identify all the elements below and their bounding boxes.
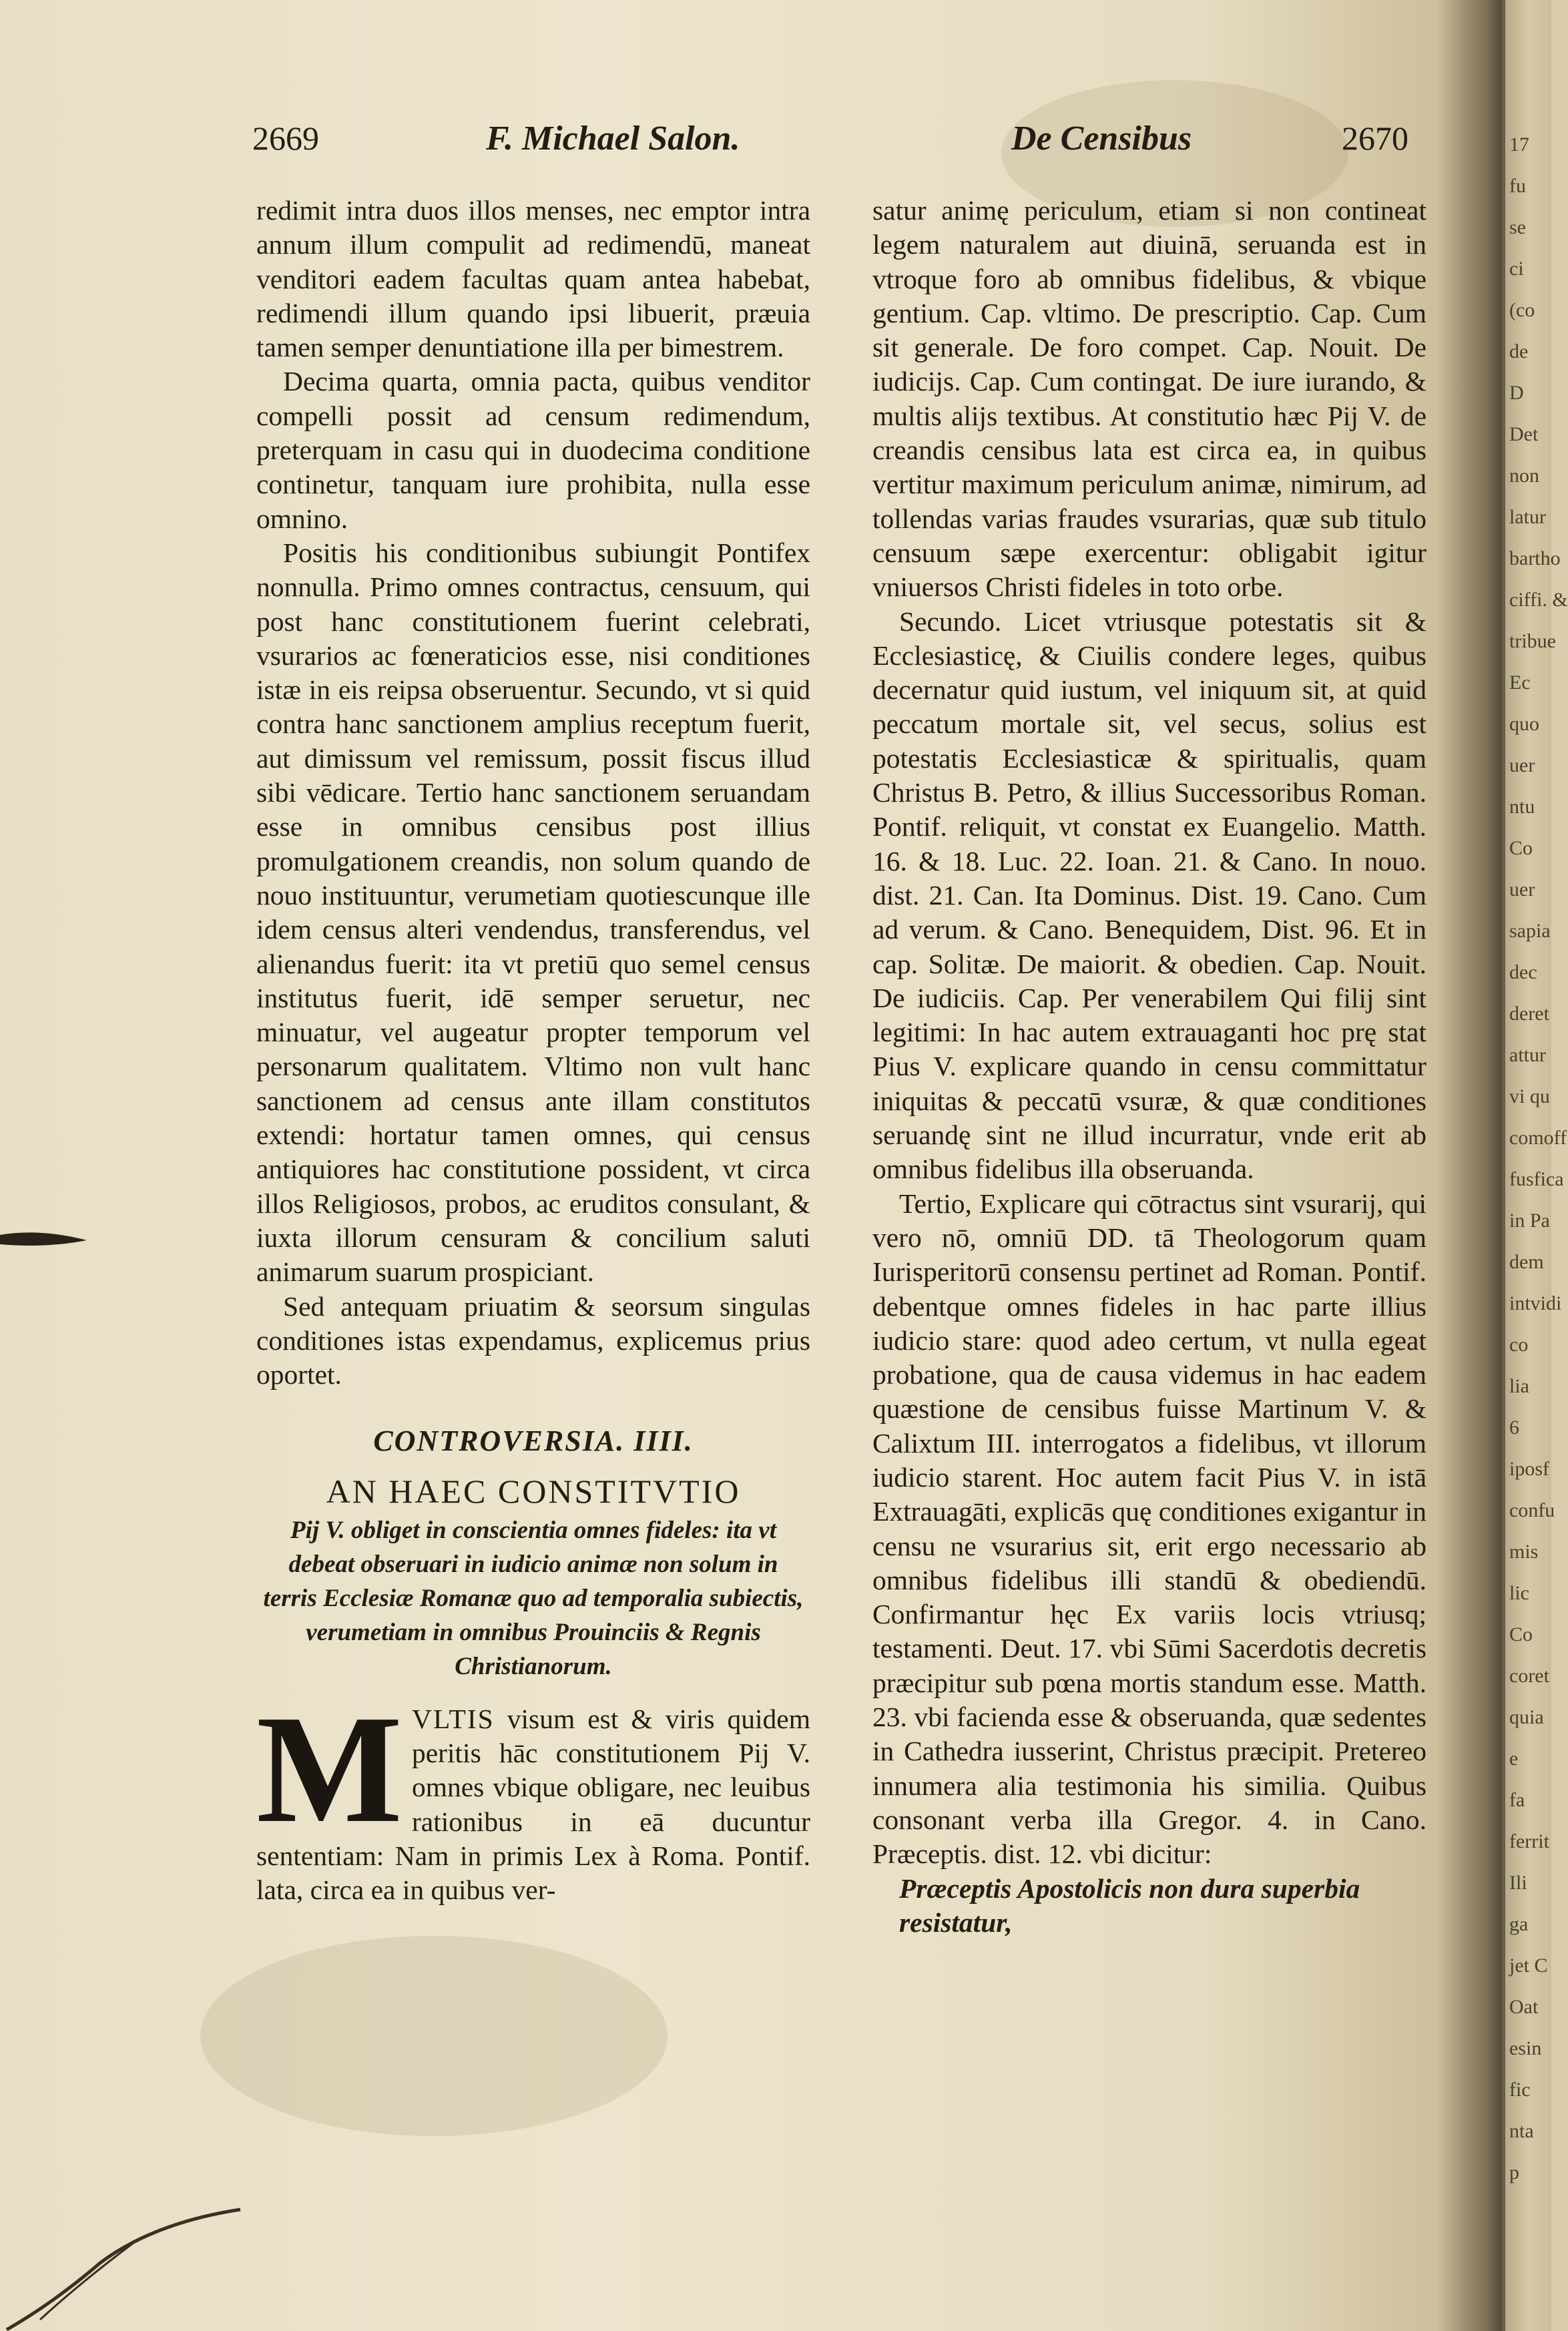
right-column [872,194,1426,1940]
controversia-heading: CONTROVERSIA. IIII. [373,1424,694,1458]
question-text: Pij V. obliget in conscientia omnes fideles: ita vt debeat obseruari in iudicio animæ non solum in terris Ecclesiæ Romanæ quo ad temporalia subiectis, verumetiam in omnibus Prouinciis & Regnis Christianorum. [263,1516,804,1680]
margin-fragment: dem [1509,1251,1544,1273]
margin-fragment: ga [1509,1913,1529,1935]
margin-fragment: vi qu [1509,1085,1550,1107]
margin-fragment: confu [1509,1499,1555,1521]
margin-fragment: ferrit [1509,1830,1549,1852]
margin-fragment: nta [1509,2120,1534,2142]
paragraph: Tertio, Explicare qui cōtractus sint vsurarij, qui vero nō, omniū DD. tā Theologorum quam Iurisperitorū consensu pertinet ad Roman. Pontif. debentque omnes fideles in hac parte illius iudicio stare: quod adeo certum, vt nulla egeat probatione, qua de causa videmus in hac eadem quæstione de censibus fuisse Martinum V. & Calixtum III. interrogatos a fidelibus, vt illorum iudicio starent. Hoc autem facit Pius V. in istā Extrauagāti, explicās quę conditiones exigantur in censu ne vsurarius sit, erit ergo necessario ab omnibus fidelibus illi standū & obediendū. Confirmantur hęc Ex variis locis vtriusq; testamenti. Deut. 17. vbi Sūmi Sacerdotis decretis præcipitur sub pœna mortis standum esse. Matth. 23. vbi facienda esse & obseruanda, quæ sedentes in Cathedra iusserint, Christus præcipit. Pretereo innumera alia testimonia his similia. Quibus consonant verba illa Gregor. 4. in Cano. Præceptis. dist. 12. vbi dicitur: [872,1188,1426,1870]
folio-left: 2669 [252,119,319,157]
paper-stain [200,1936,668,2136]
margin-fragment: in Pa [1509,1210,1550,1232]
paragraph: Decima quarta, omnia pacta, quibus venditor compelli possit ad censum redimendum, preterquam in casu qui in duodecima conditione continetur, tanquam iure prohibita, nulla esse omnino. [256,366,810,534]
drop-cap: M [256,1683,403,1855]
opening-paragraph [256,1683,810,1908]
running-head-right: De Censibus [1011,119,1192,158]
margin-fragment: Ili [1509,1872,1527,1894]
margin-fragment: 6 [1509,1416,1519,1439]
adjacent-page-edge [1505,0,1568,2331]
margin-fragment: fusfica [1509,1168,1564,1190]
pen-stroke-icon [0,2203,267,2331]
question-heading: AN HAEC CONSTITVTIO [326,1472,741,1510]
margin-fragment: Ec [1509,672,1531,694]
margin-fragment: D [1509,382,1524,404]
margin-fragment: non [1509,465,1539,487]
quotation: Præceptis Apostolicis non dura superbia resistatur, [899,1872,1360,1938]
paragraph: Positis his conditionibus subiungit Pontifex nonnulla. Primo omnes contractus, censuum, qui post hanc constitutionem fuerint celebrati, vsurarios ac fœneraticios esse, nisi conditiones istæ in eis reipsa obseruentur. Secundo, vt si quid contra hanc sanctionem amplius receptum fuerit, aut dimissum vel remissum, possit fiscus illud sibi vēdicare. Tertio hanc sanctionem seruandam esse in omnibus censibus post illius promulgationem creandis, non solum quando de nouo instituuntur, verumetiam quotiescunque ille idem census alteri vendendus, transferendus, vel alienandus fuerit: ita vt pretiū quo semel census institutus fuerit, idē semper seruetur, nec minuatur, vel augeatur propter temporum vel personarum qualitatem. Vltimo non vult hanc sanctionem ad census ante illam constitutos extendi: hortatur tamen omnes, qui census antiquiores hac constitutione possident, vt circa illos Religiosos, probos, ac eruditos consulant, & iuxta illorum censuram & concilium saluti animarum suarum prospiciant. [256,537,810,1288]
margin-fragment: lic [1509,1582,1529,1604]
paragraph: Secundo. Licet vtriusque potestatis sit & Ecclesiasticę, & Ciuilis condere leges, quibus decernatur quid iustum, vel iniquum sit, at quid peccatum mortale sit, vel secus, solius est potestatis Ecclesiasticæ & spiritualis, quam Christus B. Petro, & illius Successoribus Roman. Pontif. reliquit, vt constat ex Euangelio. Matth. 16. & 18. Luc. 22. Ioan. 21. & Cano. In nouo. dist. 21. Can. Ita Dominus. Dist. 19. Cano. Cum ad verum. & Cano. Benequidem, Dist. 96. Et in cap. Solitæ. De maiorit. & obedien. Cap. Nouit. De iudiciis. Cap. Per venerabilem Qui filij sint legitimi: In hac autem extrauaganti hoc prę stat Pius V. explicare quando in censu committatur iniquitas & peccatū vsuræ, & quæ conditiones seruandę sint ne illud incurratur, vnde erit ab omnibus fidelibus illa obseruanda. [872,605,1426,1185]
margin-fragment: Co [1509,1623,1533,1645]
margin-fragment: Oat [1509,1996,1539,2018]
margin-fragment: esin [1509,2037,1542,2059]
margin-fragment: tribue [1509,630,1556,652]
margin-fragment: dec [1509,961,1537,983]
margin-fragment: lia [1509,1375,1529,1397]
margin-fragment: jet C [1509,1955,1548,1977]
margin-fragment: iposf [1509,1458,1549,1480]
margin-fragment: latur [1509,506,1546,528]
margin-fragment: bartho [1509,547,1561,569]
margin-fragment: Det [1509,423,1539,445]
margin-fragment: uer [1509,878,1535,900]
margin-fragment: comoff [1509,1127,1567,1149]
margin-fragment: quo [1509,713,1539,735]
margin-fragment: fu [1509,175,1526,197]
margin-fragment: sapia [1509,920,1551,942]
paragraph: visum est & viris quidem peritis hāc constitutionem Pij V. omnes vbique obligare, nec leuibus rationibus in eā ducuntur sententiam: Nam in primis Lex à Roma. Pontif. lata, circa ea in quibus ver- [256,1703,810,1906]
margin-fragment: co [1509,1334,1529,1356]
margin-fragment: se [1509,216,1526,238]
margin-fragment: Co [1509,837,1533,859]
left-column [256,194,810,1907]
margin-fragment: (co [1509,299,1535,321]
margin-fragment: ntu [1509,796,1535,818]
margin-fragment: coret [1509,1665,1549,1687]
spine-shadow [1435,0,1509,2331]
margin-fragment: p [1509,2161,1519,2183]
ink-mark-icon [0,1222,93,1255]
paragraph: Sed antequam priuatim & seorsum singulas conditiones istas expendamus, explicemus prius oportet. [256,1290,810,1390]
margin-fragment: uer [1509,754,1535,776]
margin-fragment: mis [1509,1541,1539,1563]
paragraph: redimit intra duos illos menses, nec emptor intra annum illum compulit ad redimendū, maneat venditori eadem facultas quam antea habebat, redimendi illum quando ipsi libuerit, præuia tamen semper denuntiatione illa per bimestrem. [256,195,810,363]
margin-fragment: ciffi. & [1509,589,1568,611]
margin-fragment: ci [1509,258,1524,280]
margin-fragment: intvidi [1509,1292,1562,1314]
margin-fragment: fa [1509,1789,1525,1811]
running-head-left: F. Michael Salon. [486,119,740,158]
margin-fragment: fic [1509,2079,1531,2101]
margin-fragment: e [1509,1748,1519,1770]
folio-right: 2670 [1342,119,1408,157]
margin-fragment: deret [1509,1003,1549,1025]
margin-fragment: 17 [1509,134,1529,156]
margin-fragment: de [1509,340,1529,362]
margin-fragment: attur [1509,1044,1546,1066]
opening-caps: VLTIS [411,1703,495,1734]
margin-fragment: quia [1509,1706,1544,1728]
paragraph: satur animę periculum, etiam si non contineat legem naturalem aut diuinā, seruanda est in vtroque foro ab omnibus fidelibus, & vbique gentium. Cap. vltimo. De prescriptio. Cap. Cum sit generale. De foro compet. Cap. Nouit. De iudicijs. Cap. Cum contingat. De iure iurando, & multis alijs textibus. At constitutio hæc Pij V. de creandis censibus lata est circa ea, in quibus vertitur maximum periculum animæ, nimirum, ad tollendas varias fraudes vsurarias, quæ sub titulo censuum sæpe exercentur: obligabit igitur vniuersos Christi fideles in toto orbe. [872,195,1426,603]
